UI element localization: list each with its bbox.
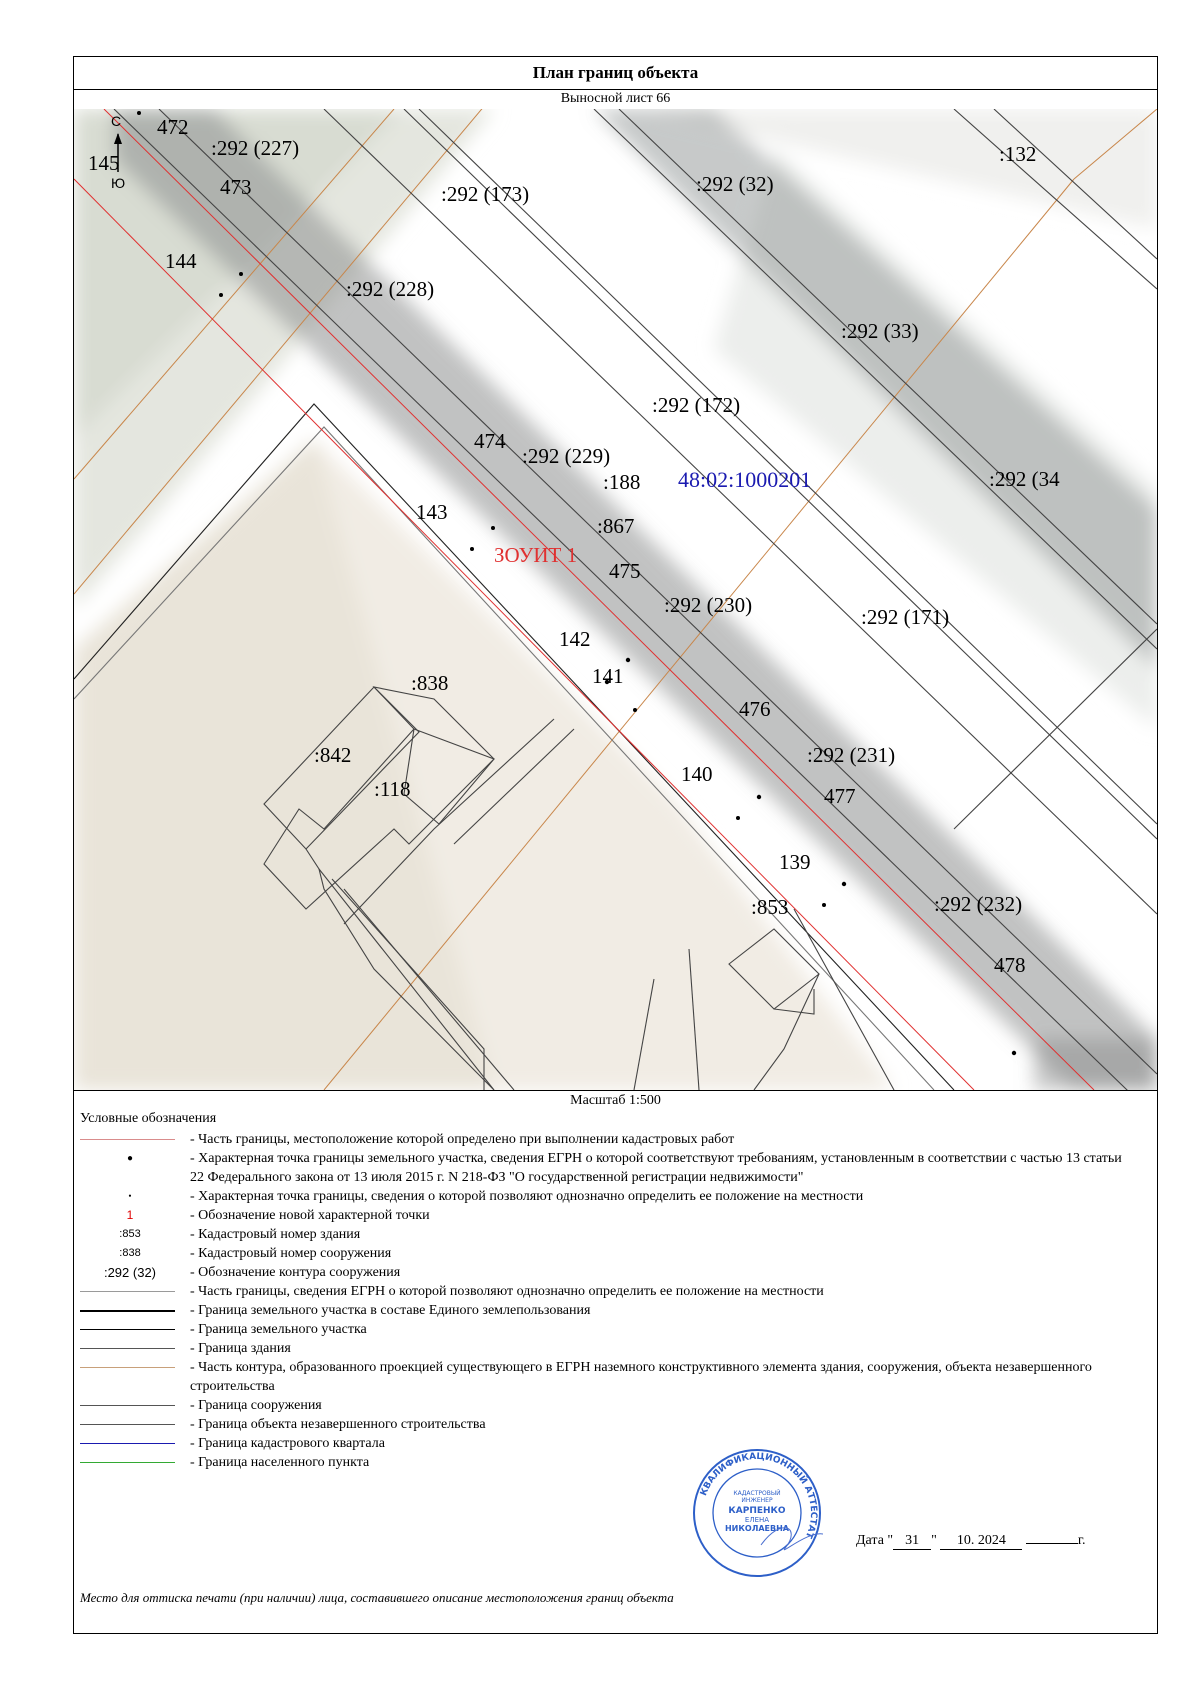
legend-line-swatch <box>80 1348 175 1349</box>
contour-label: :292 (172) <box>652 393 741 417</box>
svg-text:КАРПЕНКО: КАРПЕНКО <box>728 1506 786 1516</box>
legend-item: - Граница сооружения <box>80 1396 1140 1415</box>
legend-symbol: :292 (32) <box>103 1265 157 1280</box>
zone-label: ЗОУИТ 1 <box>494 543 578 567</box>
contour-label: :867 <box>597 514 635 538</box>
quarter-number: 48:02:1000201 <box>678 467 812 492</box>
legend-item: ● - Характерная точка границы земельного участка, сведения ЕГРН о которой соответствуют требованиям, установленным в соответствии с частью 13 статьи 22 Федерального закона от 13 июля 2015 г. N 218-ФЗ "О государственной регистрации недвижимости" <box>80 1149 1140 1187</box>
legend-line-swatch <box>80 1424 175 1425</box>
legend-item: :292 (32) - Обозначение контура сооружения <box>80 1263 1140 1282</box>
legend-item: - Часть контура, образованного проекцией существующего в ЕГРН наземного конструктивного элемента здания, сооружения, объекта незавершенного строительства <box>80 1358 1140 1396</box>
legend-symbol: :838 <box>119 1247 141 1259</box>
point-label: 478 <box>994 953 1026 977</box>
contour-label: :292 (227) <box>211 136 300 160</box>
document-frame <box>73 56 1158 1634</box>
point-label: 477 <box>824 784 856 808</box>
legend-item: - Граница земельного участка <box>80 1320 1140 1339</box>
legend-item: - Граница здания <box>80 1339 1140 1358</box>
legend-item: - Граница кадастрового квартала <box>80 1434 1140 1453</box>
contour-label: :292 (230) <box>664 593 753 617</box>
contour-label: :118 <box>374 777 411 801</box>
legend-symbol: 1 <box>126 1208 134 1222</box>
svg-text:КВАЛИФИКАЦИОННЫЙ АТТЕСТАТ: КВАЛИФИКАЦИОННЫЙ АТТЕСТАТ <box>699 1451 819 1540</box>
legend-item: 1 - Обозначение новой характерной точки <box>80 1206 1140 1225</box>
legend-line-swatch <box>80 1291 175 1292</box>
point-label: 472 <box>157 115 189 139</box>
legend-line-swatch <box>80 1462 175 1463</box>
sheet-subtitle: Выносной лист 66 <box>74 89 1157 110</box>
point-label: 474 <box>474 429 506 453</box>
date-line: Дата " 31 " 10. 2024 г. <box>856 1533 1086 1548</box>
legend-line-swatch <box>80 1310 175 1312</box>
contour-label: :132 <box>999 142 1037 166</box>
legend-item: :838 - Кадастровый номер сооружения <box>80 1244 1140 1263</box>
legend-line-swatch <box>80 1139 175 1140</box>
point-label: 473 <box>220 175 252 199</box>
legend-line-swatch <box>80 1443 175 1444</box>
legend-item: - Граница земельного участка в составе Единого землепользования <box>80 1301 1140 1320</box>
legend-line-swatch <box>80 1329 175 1330</box>
point-label: 140 <box>681 762 713 786</box>
legend-item: - Граница населенного пункта <box>80 1453 1140 1472</box>
contour-label: :292 (229) <box>522 444 611 468</box>
date-day[interactable]: 31 <box>893 1533 931 1550</box>
date-blank[interactable] <box>1026 1543 1078 1544</box>
contour-label: :292 (228) <box>346 277 435 301</box>
contour-label: :292 (33) <box>841 319 919 343</box>
legend-symbol: :853 <box>119 1228 141 1240</box>
legend-item: - Граница объекта незавершенного строительства <box>80 1415 1140 1434</box>
north-label: С <box>111 113 122 129</box>
svg-text:ЕЛЕНА: ЕЛЕНА <box>744 1516 770 1524</box>
stamp-place-note: Место для оттиска печати (при наличии) лица, составившего описание местоположения границ объекта <box>80 1590 674 1605</box>
svg-text:НИКОЛАЕВНА: НИКОЛАЕВНА <box>724 1524 790 1533</box>
point-label: 142 <box>559 627 591 651</box>
contour-label: :292 (232) <box>934 892 1023 916</box>
legend-symbol: • <box>128 1191 132 1201</box>
legend-line-swatch <box>80 1405 175 1406</box>
south-label: Ю <box>111 175 126 191</box>
legend-item: - Часть границы, сведения ЕГРН о которой позволяют однозначно определить ее положение на местности <box>80 1282 1140 1301</box>
point-label: 144 <box>165 249 197 273</box>
map-scale: Масштаб 1:500 <box>570 1093 661 1108</box>
contour-label: :292 (231) <box>807 743 896 767</box>
svg-text:КАДАСТРОВЫЙ: КАДАСТРОВЫЙ <box>733 1490 781 1497</box>
contour-label: :292 (34 <box>989 467 1060 491</box>
boundary-map[interactable] <box>74 109 1157 1091</box>
legend-symbol: ● <box>126 1153 134 1164</box>
legend-title: Условные обозначения <box>80 1111 217 1126</box>
point-label: 145 <box>88 151 120 175</box>
svg-text:ИНЖЕНЕР: ИНЖЕНЕР <box>741 1497 773 1504</box>
contour-label: :853 <box>751 895 789 919</box>
date-month-year[interactable]: 10. 2024 <box>940 1533 1022 1550</box>
point-label: 476 <box>739 697 771 721</box>
contour-label: :188 <box>603 470 641 494</box>
contour-label: :292 (173) <box>441 182 530 206</box>
contour-label: :838 <box>411 671 449 695</box>
engineer-stamp-seal <box>691 1447 823 1579</box>
page-title: План границ объекта <box>74 57 1157 90</box>
contour-label: :842 <box>314 743 352 767</box>
point-label: 141 <box>592 664 624 688</box>
contour-label: :292 (32) <box>696 172 774 196</box>
legend-item: - Часть границы, местоположение которой определено при выполнении кадастровых работ <box>80 1130 1140 1149</box>
contour-label: :292 (171) <box>861 605 950 629</box>
legend-line-swatch <box>80 1367 175 1368</box>
point-label: 139 <box>779 850 811 874</box>
legend-item: • - Характерная точка границы, сведения о которой позволяют однозначно определить ее положение на местности <box>80 1187 1140 1206</box>
point-label: 143 <box>416 500 448 524</box>
legend-item: :853 - Кадастровый номер здания <box>80 1225 1140 1244</box>
point-label: 475 <box>609 559 641 583</box>
